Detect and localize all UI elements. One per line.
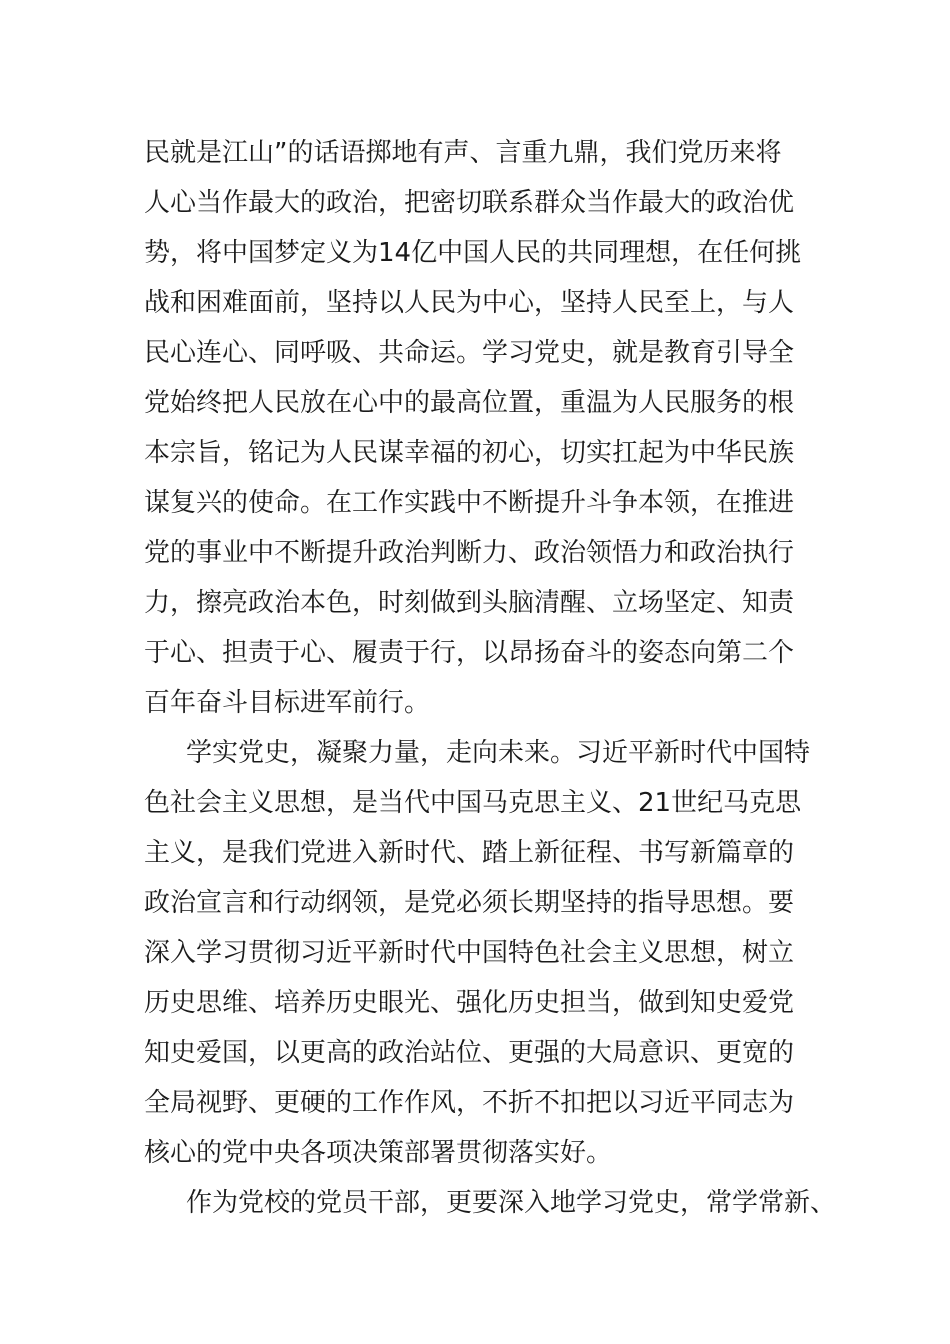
paragraph-start-line: 作为党校的党员干部，更要深入地学习党史，常学常新、 xyxy=(186,1188,837,1218)
text-line: 历史思维、培养历史眼光、强化历史担当，做到知史爱党 xyxy=(144,988,795,1018)
text-line: 民就是江山”的话语掷地有声、言重九鼎，我们党历来将 xyxy=(144,138,782,168)
text-line: 谋复兴的使命。在工作实践中不断提升斗争本领，在推进 xyxy=(144,488,795,518)
text-line: 于心、担责于心、履责于行，以昂扬奋斗的姿态向第二个 xyxy=(144,638,795,668)
text-line: 人心当作最大的政治，把密切联系群众当作最大的政治优 xyxy=(144,188,795,218)
text-line: 势，将中国梦定义为14亿中国人民的共同理想，在任何挑 xyxy=(144,238,802,268)
text-line: 本宗旨，铭记为人民谋幸福的初心，切实扛起为中华民族 xyxy=(144,438,795,468)
text-line: 全局视野、更硬的工作作风，不折不扣把以习近平同志为 xyxy=(144,1088,795,1118)
paragraph-start-line: 学实党史，凝聚力量，走向未来。习近平新时代中国特 xyxy=(186,738,811,768)
text-line: 力，擦亮政治本色，时刻做到头脑清醒、立场坚定、知责 xyxy=(144,588,795,618)
text-line: 主义，是我们党进入新时代、踏上新征程、书写新篇章的 xyxy=(144,838,795,868)
text-line: 百年奋斗目标进军前行。 xyxy=(144,688,431,718)
text-line: 色社会主义思想，是当代中国马克思主义、21世纪马克思 xyxy=(144,788,802,818)
text-line: 战和困难面前，坚持以人民为中心，坚持人民至上，与人 xyxy=(144,288,795,318)
text-line: 民心连心、同呼吸、共命运。学习党史，就是教育引导全 xyxy=(144,338,795,368)
text-line: 党始终把人民放在心中的最高位置，重温为人民服务的根 xyxy=(144,388,795,418)
text-line: 党的事业中不断提升政治判断力、政治领悟力和政治执行 xyxy=(144,538,795,568)
text-line: 知史爱国，以更高的政治站位、更强的大局意识、更宽的 xyxy=(144,1038,795,1068)
text-line: 政治宣言和行动纲领，是党必须长期坚持的指导思想。要 xyxy=(144,888,795,918)
text-line: 深入学习贯彻习近平新时代中国特色社会主义思想，树立 xyxy=(144,938,795,968)
text-line: 核心的党中央各项决策部署贯彻落实好。 xyxy=(144,1138,613,1168)
